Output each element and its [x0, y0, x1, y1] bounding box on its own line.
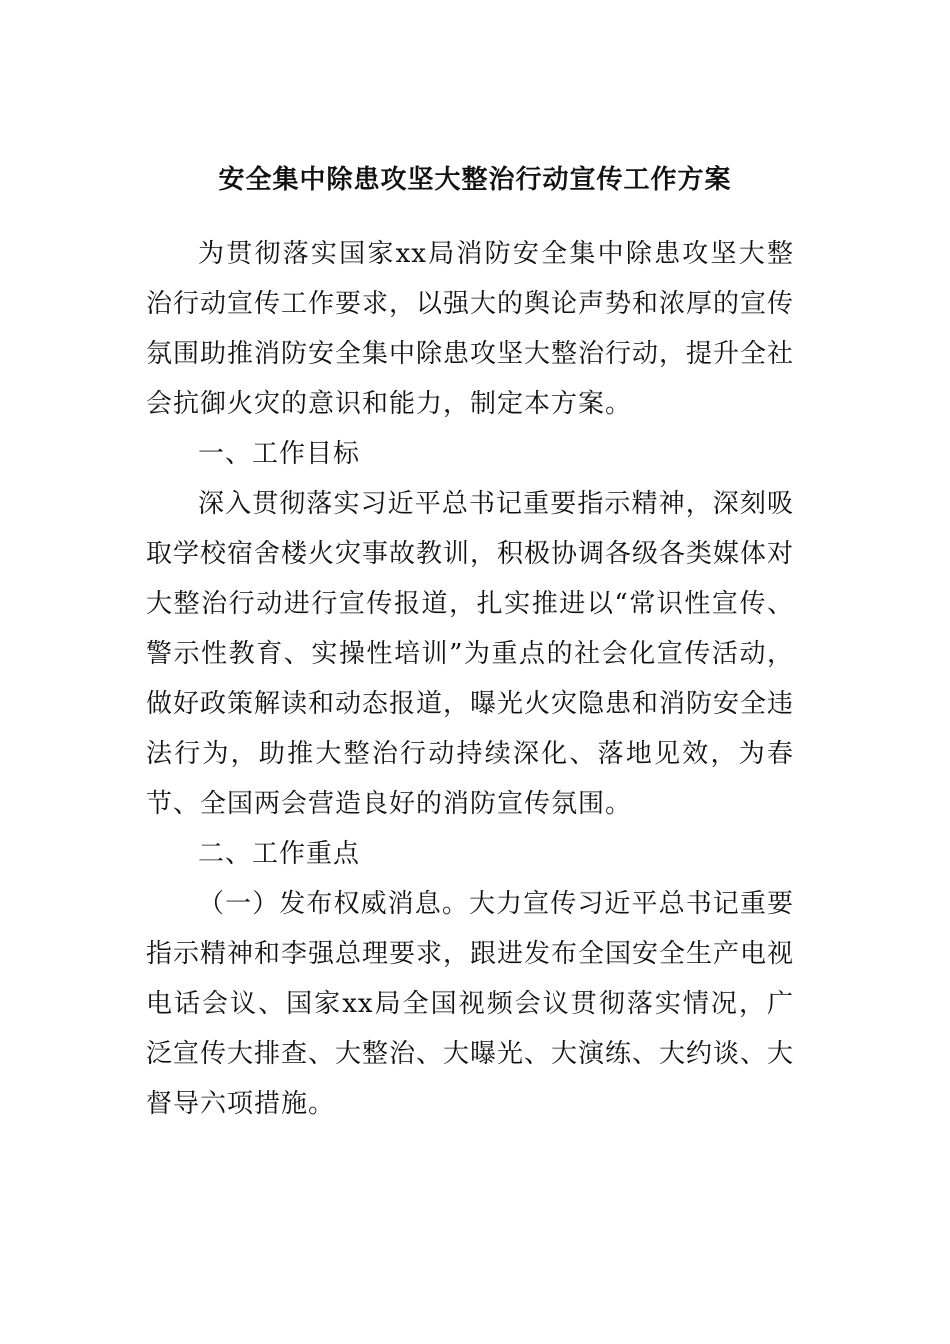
heading-work-goal: 一、工作目标 — [198, 439, 361, 469]
paragraph-intro: 为贯彻落实国家xx局消防安全集中除患攻坚大整治行动宣传工作要求，以强大的舆论声势和浓厚的宣传氛围助推消防安全集中除患攻坚大整治行动，提升全社会抗御火灾的意识和能力，制定本方案。 — [146, 239, 795, 419]
document-body — [146, 229, 794, 1129]
paragraph-focus-item-1: （一）发布权威消息。大力宣传习近平总书记重要指示精神和李强总理要求，跟进发布全国安全生产电视电话会议、国家xx局全国视频会议贯彻落实情况，广泛宣传大排查、大整治、大曝光、大演练、大约谈、大督导六项措施。 — [146, 889, 795, 1119]
paragraph-work-goal: 深入贯彻落实习近平总书记重要指示精神，深刻吸取学校宿舍楼火灾事故教训，积极协调各级各类媒体对大整治行动进行宣传报道，扎实推进以“常识性宣传、警示性教育、实操性培训”为重点的社会化宣传活动，做好政策解读和动态报道，曝光火灾隐患和消防安全违法行为，助推大整治行动持续深化、落地见效，为春节、全国两会营造良好的消防宣传氛围。 — [146, 489, 795, 819]
document-title: 安全集中除患攻坚大整治行动宣传工作方案 — [218, 165, 732, 195]
heading-work-focus: 二、工作重点 — [198, 839, 361, 869]
